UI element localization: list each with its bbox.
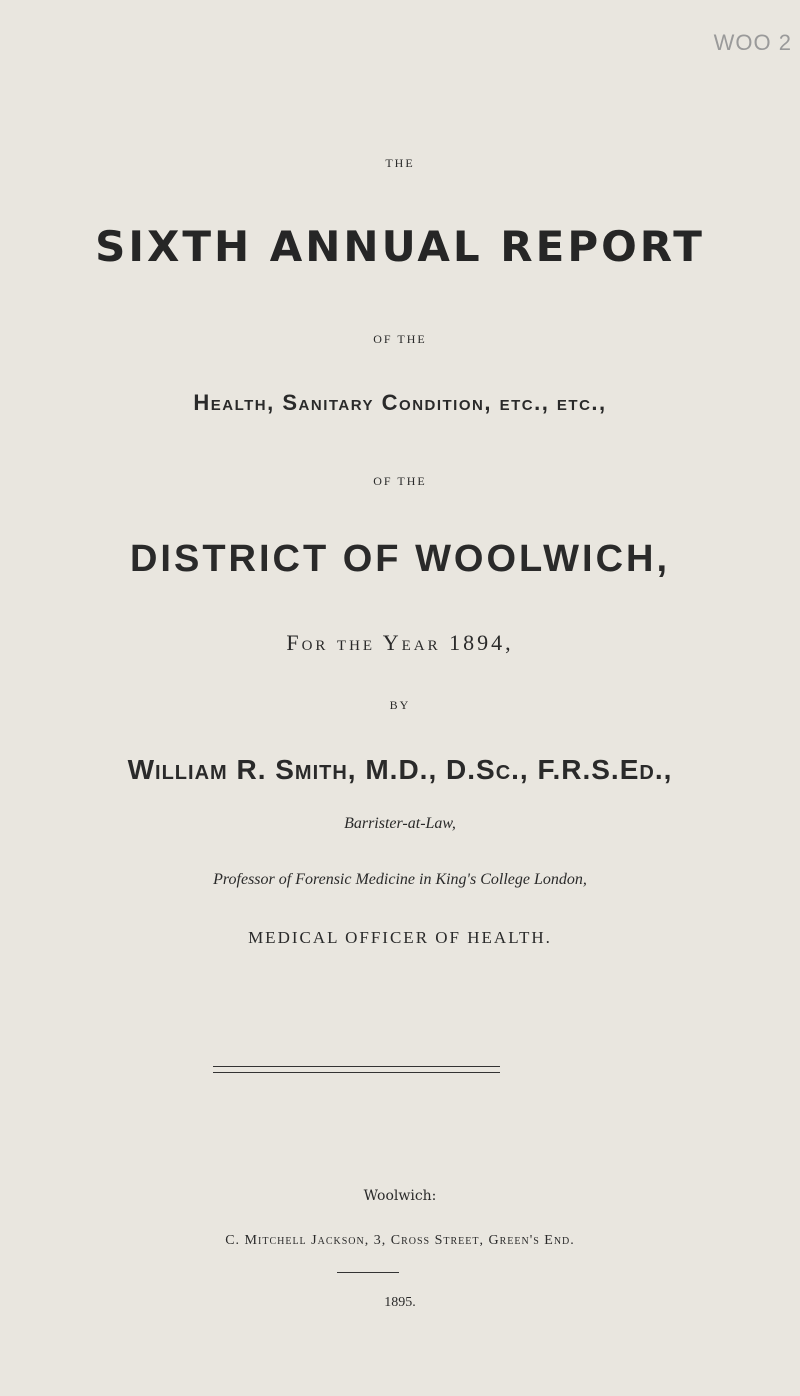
author-role-moh: MEDICAL OFFICER OF HEALTH. bbox=[248, 928, 552, 947]
of-the-label-1: OF THE bbox=[373, 332, 427, 346]
the-label: THE bbox=[385, 156, 415, 170]
double-rule-bottom bbox=[213, 1072, 500, 1073]
report-subtitle: Health, Sanitary Condition, etc., etc., bbox=[193, 390, 607, 415]
of-the-label-2: OF THE bbox=[373, 474, 427, 488]
short-rule bbox=[337, 1272, 399, 1273]
report-title: SIXTH ANNUAL REPORT bbox=[95, 222, 705, 271]
imprint-printer: C. Mitchell Jackson, 3, Cross Street, Green's End. bbox=[225, 1233, 575, 1248]
district-heading: DISTRICT OF WOOLWICH, bbox=[129, 538, 671, 580]
imprint-date: 1895. bbox=[384, 1295, 416, 1310]
catalogue-ref-mark: WOO 2 bbox=[713, 30, 792, 55]
double-rule-top bbox=[213, 1066, 500, 1067]
author-name: William R. Smith, M.D., D.Sc., F.R.S.Ed., bbox=[127, 754, 673, 785]
author-role-barrister: Barrister-at-Law, bbox=[344, 815, 456, 832]
author-role-professor: Professor of Forensic Medicine in King's College London, bbox=[213, 871, 587, 888]
by-label: BY bbox=[389, 698, 411, 712]
imprint-place: Woolwich: bbox=[363, 1188, 437, 1204]
report-year: For the Year 1894, bbox=[286, 630, 514, 655]
